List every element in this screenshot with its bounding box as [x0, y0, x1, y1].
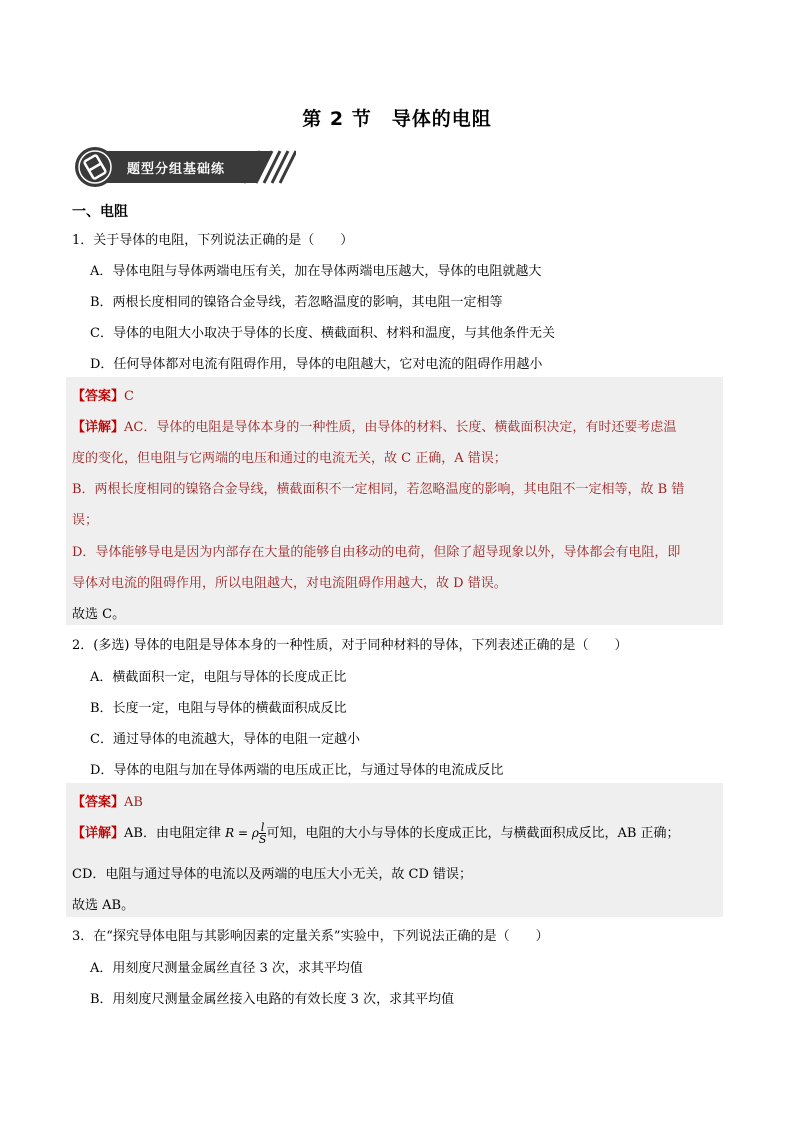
- formula-denominator: S: [258, 833, 267, 846]
- q2-answer-box: [66, 783, 723, 917]
- q3-option-b: B．用刻度尺测量金属丝接入电路的有效长度 3 次，求其平均值: [90, 992, 455, 1007]
- q3-stem: 3．在“探究导体电阻与其影响因素的定量关系”实验中，下列说法正确的是（ ）: [72, 929, 549, 944]
- banner-label: 题型分组基础练: [127, 162, 226, 177]
- q1-option-d: D．任何导体都对电流有阻碍作用，导体的电阻越大，它对电流的阻碍作用越小: [90, 357, 543, 372]
- detail-tag: 【详解】: [72, 826, 125, 841]
- q2-detail-3: 故选 AB。: [72, 898, 135, 913]
- q1-detail-6: 导体对电流的阻碍作用，所以电阻越大，对电流阻碍作用越大，故 D 错误。: [72, 576, 507, 591]
- q1-answer: [72, 385, 134, 404]
- section-banner: [74, 146, 296, 188]
- q3-option-a: A．用刻度尺测量金属丝直径 3 次，求其平均值: [90, 961, 363, 976]
- q1-option-c: C．导体的电阻大小取决于导体的长度、横截面积、材料和温度，与其他条件无关: [90, 326, 555, 341]
- answer-value: C: [124, 389, 134, 404]
- detail-text: AC．导体的电阻是导体本身的一种性质，由导体的材料、长度、横截面积决定，有时还要考虑温: [124, 420, 677, 435]
- q2-option-c: C．通过导体的电流越大，导体的电阻一定越小: [90, 732, 360, 747]
- q1-detail-4: 误；: [72, 513, 99, 528]
- q2-option-d: D．导体的电阻与加在导体两端的电压成正比，与通过导体的电流成反比: [90, 763, 504, 778]
- page-title: 第 2 节 导体的电阻: [302, 108, 492, 130]
- section-heading: 一、电阻: [72, 204, 128, 220]
- q1-option-b: B．两根长度相同的镍铬合金导线，若忽略温度的影响，其电阻一定相等: [90, 295, 503, 310]
- q1-detail-7: 故选 C。: [72, 607, 126, 622]
- resistance-formula: R = ρ: [225, 826, 259, 840]
- q1-option-a: A．导体电阻与导体两端电压有关，加在导体两端电压越大，导体的电阻就越大: [90, 264, 542, 279]
- q2-detail-2: CD．电阻与通过导体的电流以及两端的电压大小无关，故 CD 错误；: [72, 867, 473, 882]
- q2-option-a: A．横截面积一定，电阻与导体的长度成正比: [90, 670, 347, 685]
- q2-option-b: B．长度一定，电阻与导体的横截面积成反比: [90, 701, 347, 716]
- answer-tag: 【答案】: [72, 389, 125, 404]
- q2-stem: 2．(多选) 导体的电阻是导体本身的一种性质，对于同种材料的导体，下列表述正确的是（ ）: [72, 638, 628, 653]
- answer-value: AB: [124, 795, 143, 810]
- detail-text-pre: AB．由电阻定律: [124, 826, 221, 841]
- q1-detail-5: D．导体能够导电是因为内部存在大量的能够自由移动的电荷，但除了超导现象以外，导体都会有电阻，即: [72, 545, 681, 560]
- answer-tag: 【答案】: [72, 795, 125, 810]
- detail-text-post: 可知，电阻的大小与导体的长度成正比，与横截面积成反比，AB 正确；: [266, 826, 680, 841]
- q1-detail-2: 度的变化，但电阻与它两端的电压和通过的电流无关，故 C 正确，A 错误；: [72, 451, 507, 466]
- formula-numerator: l: [259, 822, 267, 834]
- q1-stem: 1．关于导体的电阻，下列说法正确的是（ ）: [72, 233, 354, 248]
- q2-detail-1: [72, 822, 680, 845]
- q1-detail-3: B．两根长度相同的镍铬合金导线，横截面积不一定相同，若忽略温度的影响，其电阻不一定相等，故 B 错: [72, 482, 685, 497]
- q1-detail-1: [72, 416, 676, 435]
- q2-answer: [72, 791, 143, 810]
- detail-tag: 【详解】: [72, 420, 125, 435]
